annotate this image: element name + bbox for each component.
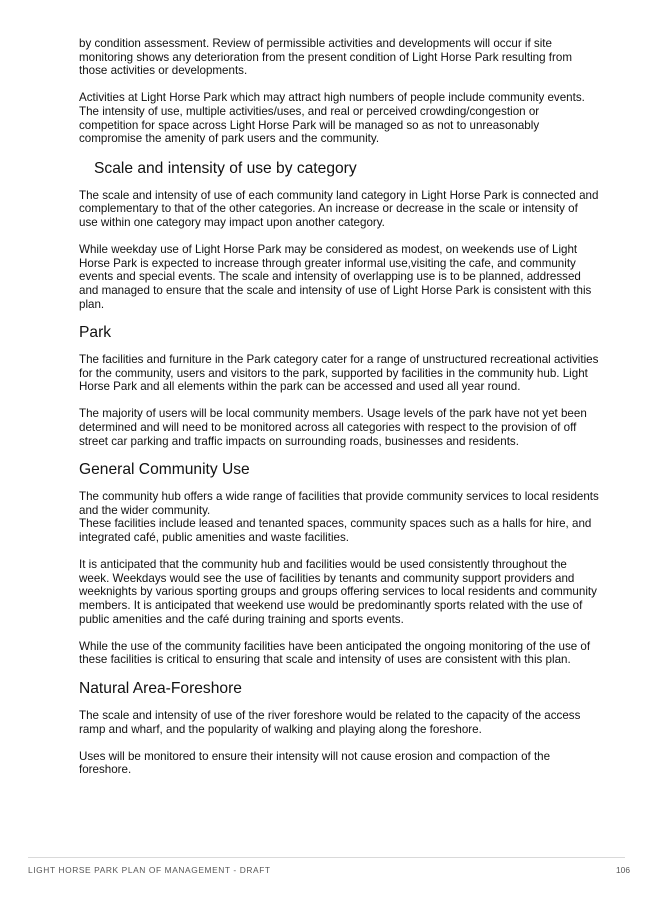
body-paragraph: The majority of users will be local community members. Usage levels of the park have not yet been determined and will need to be monitored across all categories with respect to the provision of off street car parking and traffic impacts on surrounding roads, businesses and residents. [79,407,587,448]
footer-page-number: 106 [616,865,630,875]
body-paragraph: The scale and intensity of use of each community land category in Light Horse Park is connected and complementary to that of the other categories. An increase or decrease in the scale or intensity of use within one category may impact upon another category. [79,188,599,229]
body-paragraph: Uses will be monitored to ensure their intensity will not cause erosion and compaction of the foreshore. [79,749,551,777]
section-heading-scale: Scale and intensity of use by category [94,159,357,177]
section-heading-park: Park [79,324,112,342]
section-heading-foreshore: Natural Area-Foreshore [79,679,242,697]
body-paragraph: While the use of the community facilities have been anticipated the ongoing monitoring of the use of these facilities is critical to ensuring that scale and intensity of uses are consistent with this plan. [79,639,591,667]
body-paragraph: It is anticipated that the community hub and facilities would be used consistently throughout the week. Weekdays would see the use of facilities by tenants and community support providers and weeknights by various sporting groups and groups offering services to local residents and community members. It is anticipated that weekend use would be predominantly sports related with the use of public amenities and the café during training and sports events. [79,558,597,626]
body-paragraph: by condition assessment. Review of permissible activities and developments will occur if site monitoring shows any deterioration from the present condition of Light Horse Park resulting from those activities or developments. [79,37,572,78]
body-paragraph: The community hub offers a wide range of facilities that provide community services to local residents and the wider community. [79,490,599,517]
body-paragraph: While weekday use of Light Horse Park may be considered as modest, on weekends use of Light Horse Park is expected to increase through greater informal use,visiting the cafe, and community events and special events. The scale and intensity of overlapping use is to be planned, addressed and managed to ensure that the scale and intensity of use of Light Horse Park is consistent with this plan. [79,243,592,311]
footer-document-title: LIGHT HORSE PARK PLAN OF MANAGEMENT - DRAFT [28,865,271,875]
footer-divider [28,857,625,858]
body-paragraph: The facilities and furniture in the Park category cater for a range of unstructured recreational activities for the community, users and visitors to the park, supported by facilities in the community hub. Light Horse Park and all elements within the park can be accessed and used all year round. [79,353,599,394]
body-paragraph: The scale and intensity of use of the river foreshore would be related to the capacity of the access ramp and wharf, and the popularity of walking and playing along the foreshore. [79,708,581,736]
body-paragraph: These facilities include leased and tenanted spaces, community spaces such as a halls for hire, and integrated café, public amenities and waste facilities. [79,517,592,545]
body-paragraph: Activities at Light Horse Park which may attract high numbers of people include community events. The intensity of use, multiple activities/uses, and real or perceived crowding/congestion or competition for space across Light Horse Park will be managed so as not to unreasonably compromise the amenity of park users and the community. [79,91,585,146]
page-body [79,37,599,777]
section-heading-community: General Community Use [79,461,250,479]
